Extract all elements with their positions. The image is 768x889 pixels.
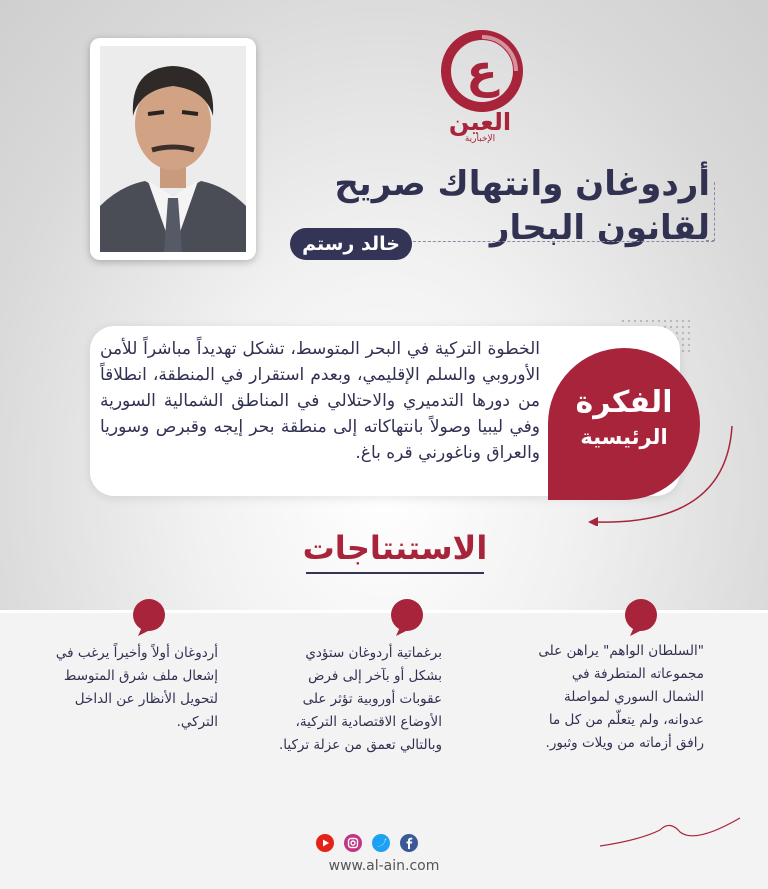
logo-tagline: الإخبارية [464, 134, 496, 144]
title-divider [408, 241, 714, 242]
article-title: أردوغان وانتهاك صريح لقانون البحار [334, 164, 710, 248]
twitter-icon[interactable] [372, 834, 390, 852]
website-link[interactable]: www.al-ain.com [328, 858, 440, 874]
logo-name: العين [448, 108, 512, 136]
author-photo [90, 38, 256, 260]
conclusions-underline [306, 572, 484, 574]
conclusion-item: برغماتية أردوغان ستؤدي بشكل أو بآخر إلى فرض عقوبات أوروبية تؤثر على الأوضاع الاقتصادية التركية، وبالتالي تعمق من عزلة تركيا. [278, 645, 442, 753]
conclusion-item: "السلطان الواهم" يراهن على مجموعاته المتطرفة في الشمال السوري لمواصلة عدوانه، ولم يتعلّم من كل ما رافق أزماته من ويلات وثبور. [538, 643, 704, 751]
author-portrait-image [100, 46, 246, 252]
conclusion-item: أردوغان أولاً وأخيراً يرغب في إشعال ملف شرق المتوسط لتحويل الأنظار عن الداخل التركي. [55, 645, 218, 730]
speech-bubble-icon [622, 598, 660, 636]
main-idea-label: الفكرة [575, 385, 673, 420]
speech-bubble-icon [130, 598, 168, 636]
decorative-line [600, 810, 750, 850]
logo-letter: ع [466, 44, 498, 98]
speech-bubble-icon [388, 598, 426, 636]
youtube-icon[interactable] [316, 834, 334, 852]
conclusions-heading: الاستنتاجات [302, 529, 488, 567]
main-idea-text: الخطوة التركية في البحر المتوسط، تشكل تهديداً مباشراً للأمن الأوروبي والسلم الإقليمي، وبعدم استقرار في المنطقة، انطلاقاً من دورها التدميري والاحتلالي في المناطق الشمالية السورية وفي ليبيا وصولاً بانتهاكاته إلى منطقة بحر إيجه وقبرص وسوريا والعراق وناغورني قره باغ. [100, 339, 540, 463]
instagram-icon[interactable] [344, 834, 362, 852]
author-name-badge: خالد رستم [290, 228, 412, 260]
title-bracket-decoration [706, 182, 715, 241]
facebook-icon[interactable] [400, 834, 418, 852]
main-idea-sublabel: الرئيسية [580, 425, 668, 449]
